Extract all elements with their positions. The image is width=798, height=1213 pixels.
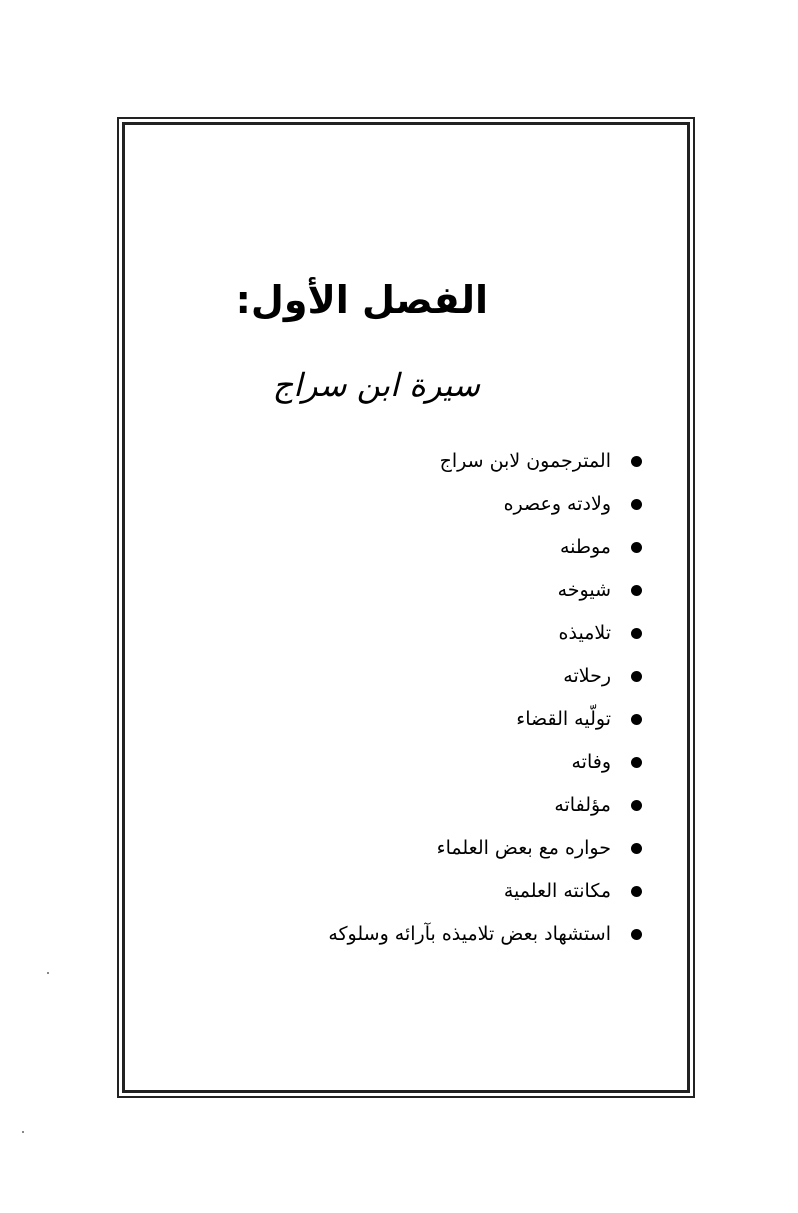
topic-label: المترجمون لابن سراج bbox=[439, 450, 611, 472]
list-item bbox=[328, 655, 642, 698]
list-item bbox=[328, 913, 642, 956]
list-item bbox=[328, 483, 642, 526]
topic-label: مؤلفاته bbox=[554, 794, 611, 816]
bullet-icon bbox=[631, 800, 642, 811]
bullet-icon bbox=[631, 671, 642, 682]
list-item bbox=[328, 440, 642, 483]
topic-label: وفاته bbox=[571, 751, 611, 773]
bullet-icon bbox=[631, 628, 642, 639]
list-item bbox=[328, 698, 642, 741]
bullet-icon bbox=[631, 886, 642, 897]
bullet-icon bbox=[631, 929, 642, 940]
list-item bbox=[328, 526, 642, 569]
topic-label: حواره مع بعض العلماء bbox=[436, 837, 611, 859]
topic-label: ولادته وعصره bbox=[503, 493, 611, 515]
bullet-icon bbox=[631, 757, 642, 768]
bullet-icon bbox=[631, 456, 642, 467]
chapter-subtitle: سيرة ابن سراج bbox=[272, 366, 480, 404]
list-item bbox=[328, 827, 642, 870]
topic-label: شيوخه bbox=[557, 579, 611, 601]
list-item bbox=[328, 784, 642, 827]
topic-label: مكانته العلمية bbox=[503, 880, 611, 902]
topic-label: تلاميذه bbox=[558, 622, 611, 644]
bullet-icon bbox=[631, 714, 642, 725]
bullet-icon bbox=[631, 585, 642, 596]
list-item bbox=[328, 741, 642, 784]
list-item bbox=[328, 612, 642, 655]
topic-label: موطنه bbox=[559, 536, 611, 558]
chapter-title: الفصل الأول: bbox=[235, 278, 488, 322]
scan-speck bbox=[22, 1131, 24, 1133]
topic-label: رحلاته bbox=[563, 665, 611, 687]
list-item bbox=[328, 870, 642, 913]
bullet-icon bbox=[631, 499, 642, 510]
bullet-icon bbox=[631, 843, 642, 854]
bullet-icon bbox=[631, 542, 642, 553]
topic-list bbox=[328, 440, 642, 956]
list-item bbox=[328, 569, 642, 612]
scan-speck bbox=[47, 972, 49, 974]
topic-label: تولّيه القضاء bbox=[516, 708, 611, 730]
topic-label: استشهاد بعض تلاميذه بآرائه وسلوكه bbox=[328, 923, 611, 945]
